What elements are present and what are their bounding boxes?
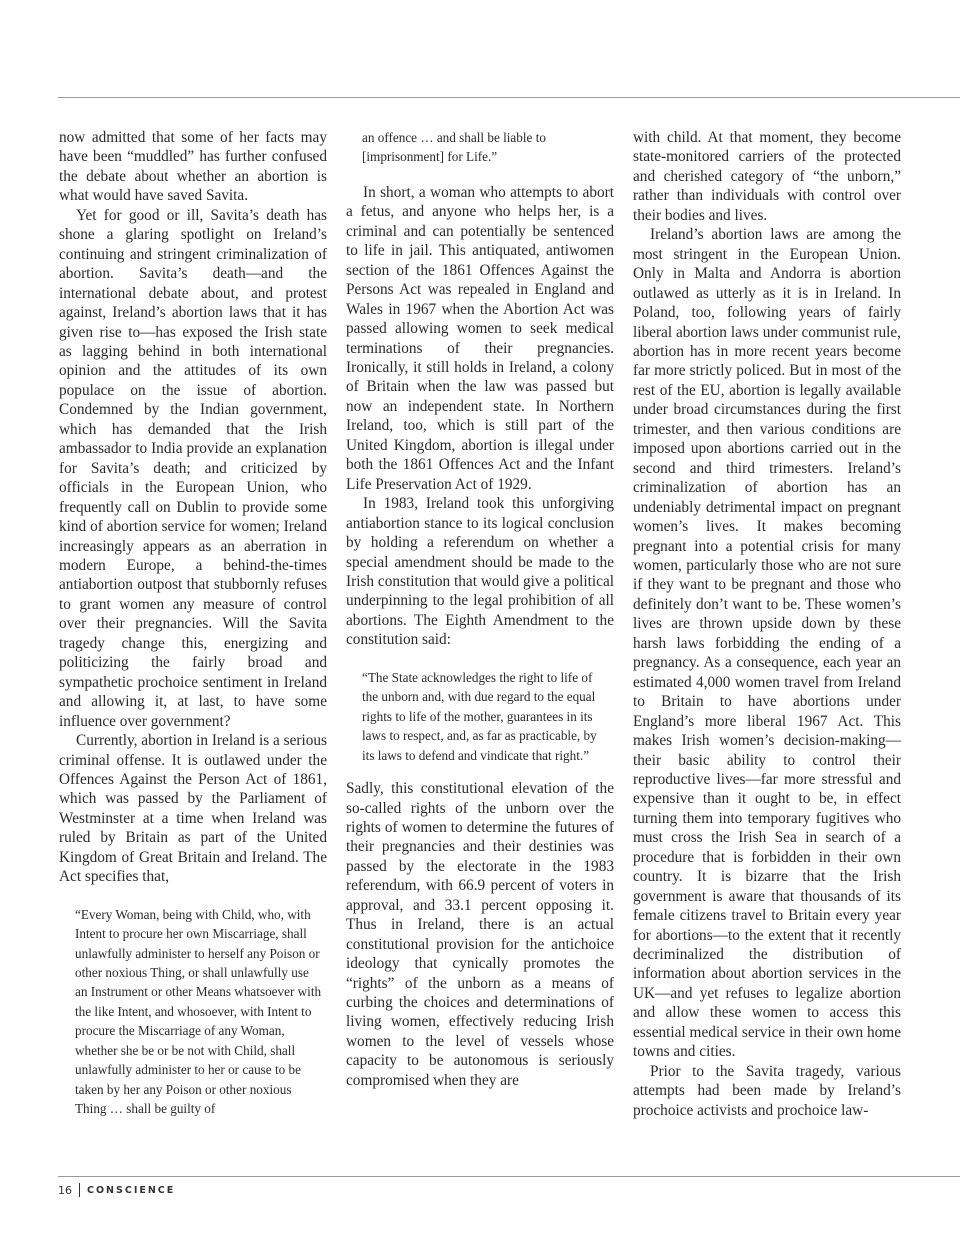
block-quote-eighth-amendment: “The State acknowledges the right to life of the unborn and, with due regard to the equal rights to life of the mother, guarantees in its laws to respect, and, as far as practicable, by its laws to defend and vindicate that right.” xyxy=(362,669,597,763)
paragraph: Yet for good or ill, Savita’s death has shone a glaring spotlight on Ireland’s continuing and stringent criminalization of abortion. Savita’s death—and the international debate about, and protest against, Ireland’s abortion laws that it has given rise to—has exposed the Irish state as lagging behind in both international opinion and the attitudes of its own populace on the issue of abortion. Condemned by the Indian government, which has demanded that the Irish ambassador to India provide an explanation for Savita’s death; and criticized by officials in the European Union, who frequently call on Dublin to provide some kind of abortion service for women; Ireland increasingly appears as an aberration in modern Europe, a behind-the-times antiabortion outpost that stubbornly refuses to grant women any measure of control over their pregnancies. Will the Savita tragedy change this, energizing and politicizing the fairly broad and sympathetic prochoice sentiment in Ireland and allowing it, at last, to have some influence over government? xyxy=(59,206,327,730)
paragraph: In 1983, Ireland took this unforgiving antiabortion stance to its logical conclusion by holding a referendum on whether a special amendment should be made to the Irish constitution that would give a political underpinning to the legal prohibition of all abortions. The Eighth Amendment to the constitution said: xyxy=(346,495,614,649)
paragraph: Currently, abortion in Ireland is a serious criminal offense. It is outlawed under the Offences Against the Person Act of 1861, which was passed by the Parliament of Westminster at a time when Ireland was ruled by Britain as part of the United Kingdom of Great Britain and Ireland. The Act specifies that, xyxy=(59,732,327,886)
block-quote-continued: an offence … and shall be liable to [imprisonment] for Life.” xyxy=(362,130,546,165)
text-column-1 xyxy=(59,128,327,1119)
paragraph: with child. At that moment, they become state-monitored carriers of the protected and cherished category of “the unborn,” rather than individuals with control over their bodies and lives. xyxy=(633,129,901,224)
text-column-2 xyxy=(346,128,614,1090)
publication-name: CONSCIENCE xyxy=(87,1184,176,1196)
paragraph: Sadly, this constitutional elevation of the so-called rights of the unborn over the rights of women to determine the futures of their pregnancies and their destinies was passed by the electorate in the 1983 referendum, with 66.9 percent of voters in approval, and 33.1 percent opposing it. Thus in Ireland, there is an actual constitutional provision for the antichoice ideology that cynically promotes the “rights” of the unborn as a means of curbing the choices and determinations of living women, effectively reducing Irish women to the level of vessels whose capacity to be autonomous is seriously compromised when they are xyxy=(346,780,614,1089)
paragraph: Prior to the Savita tragedy, various attempts had been made by Ireland’s prochoice activists and prochoice law- xyxy=(633,1062,901,1119)
paragraph: In short, a woman who attempts to abort a fetus, and anyone who helps her, is a criminal and can potentially be sentenced to life in jail. This antiquated, antiwomen section of the 1861 Offences Against the Persons Act was repealed in England and Wales in 1967 when the Abortion Act was passed allowing women to seek medical terminations of their pregnancies. Ironically, it still holds in Ireland, a colony of Britain when the law was passed but now an independent state. In Northern Ireland, too, which is still part of the United Kingdom, abortion is illegal under both the 1861 Offences Act and the Infant Life Preservation Act of 1929. xyxy=(346,183,614,493)
page-number: 16 xyxy=(58,1183,72,1197)
text-column-3 xyxy=(633,128,901,1120)
block-quote-1861-act: “Every Woman, being with Child, who, with Intent to procure her own Miscarriage, shall unlawfully administer to herself any Poison or other noxious Thing, or shall unlawfully use an Instrument or other Means whatsoever with the like Intent, and whosoever, with Intent to procure the Miscarriage of any Woman, whether she be or be not with Child, shall unlawfully administer to her or cause to be taken by her any Poison or other noxious Thing … shall be guilty of xyxy=(75,906,322,1117)
footer-separator xyxy=(79,1183,80,1197)
page-footer xyxy=(58,1183,175,1197)
top-rule xyxy=(58,97,960,98)
paragraph: Ireland’s abortion laws are among the most stringent in the European Union. Only in Malta and Andorra is abortion outlawed as utterly as it is in Ireland. In Poland, too, following years of fairly liberal abortion laws under communist rule, abortion has in more recent years become far more strictly policed. But in most of the rest of the EU, abortion is legally available under broad circumstances during the first trimester, and then various conditions are imposed upon abortions carried out in the second and third trimesters. Ireland’s criminalization of abortion has an undeniably detrimental impact on pregnant women’s lives. It makes becoming pregnant into a potential crisis for many women, particularly those who are not sure if they want to be pregnant and those who definitely don’t want to be. These women’s lives are thrown upside down by these harsh laws forbidding the ending of a pregnancy. As a consequence, each year an estimated 4,000 women travel from Ireland to Britain to have abortions under England’s more liberal 1967 Act. This makes Irish women’s decision-making—their basic ability to control their reproductive lives—far more stressful and expensive than it ought to be, in effect turning them into temporary fugitives who must cross the Irish Sea in search of a procedure that is forbidden in their own country. It is bizarre that the Irish government is aware that thousands of its female citizens travel to Britain every year for abortions—to the extent that it recently decriminalized the distribution of information about abortion services in the UK—and yet refuses to legalize abortion and allow these women to access this essential medical service in their own home towns and cities. xyxy=(633,226,901,1061)
footer-rule xyxy=(58,1176,960,1177)
paragraph: now admitted that some of her facts may have been “muddled” has further confused the debate about whether an abortion is what would have saved Savita. xyxy=(59,129,327,205)
